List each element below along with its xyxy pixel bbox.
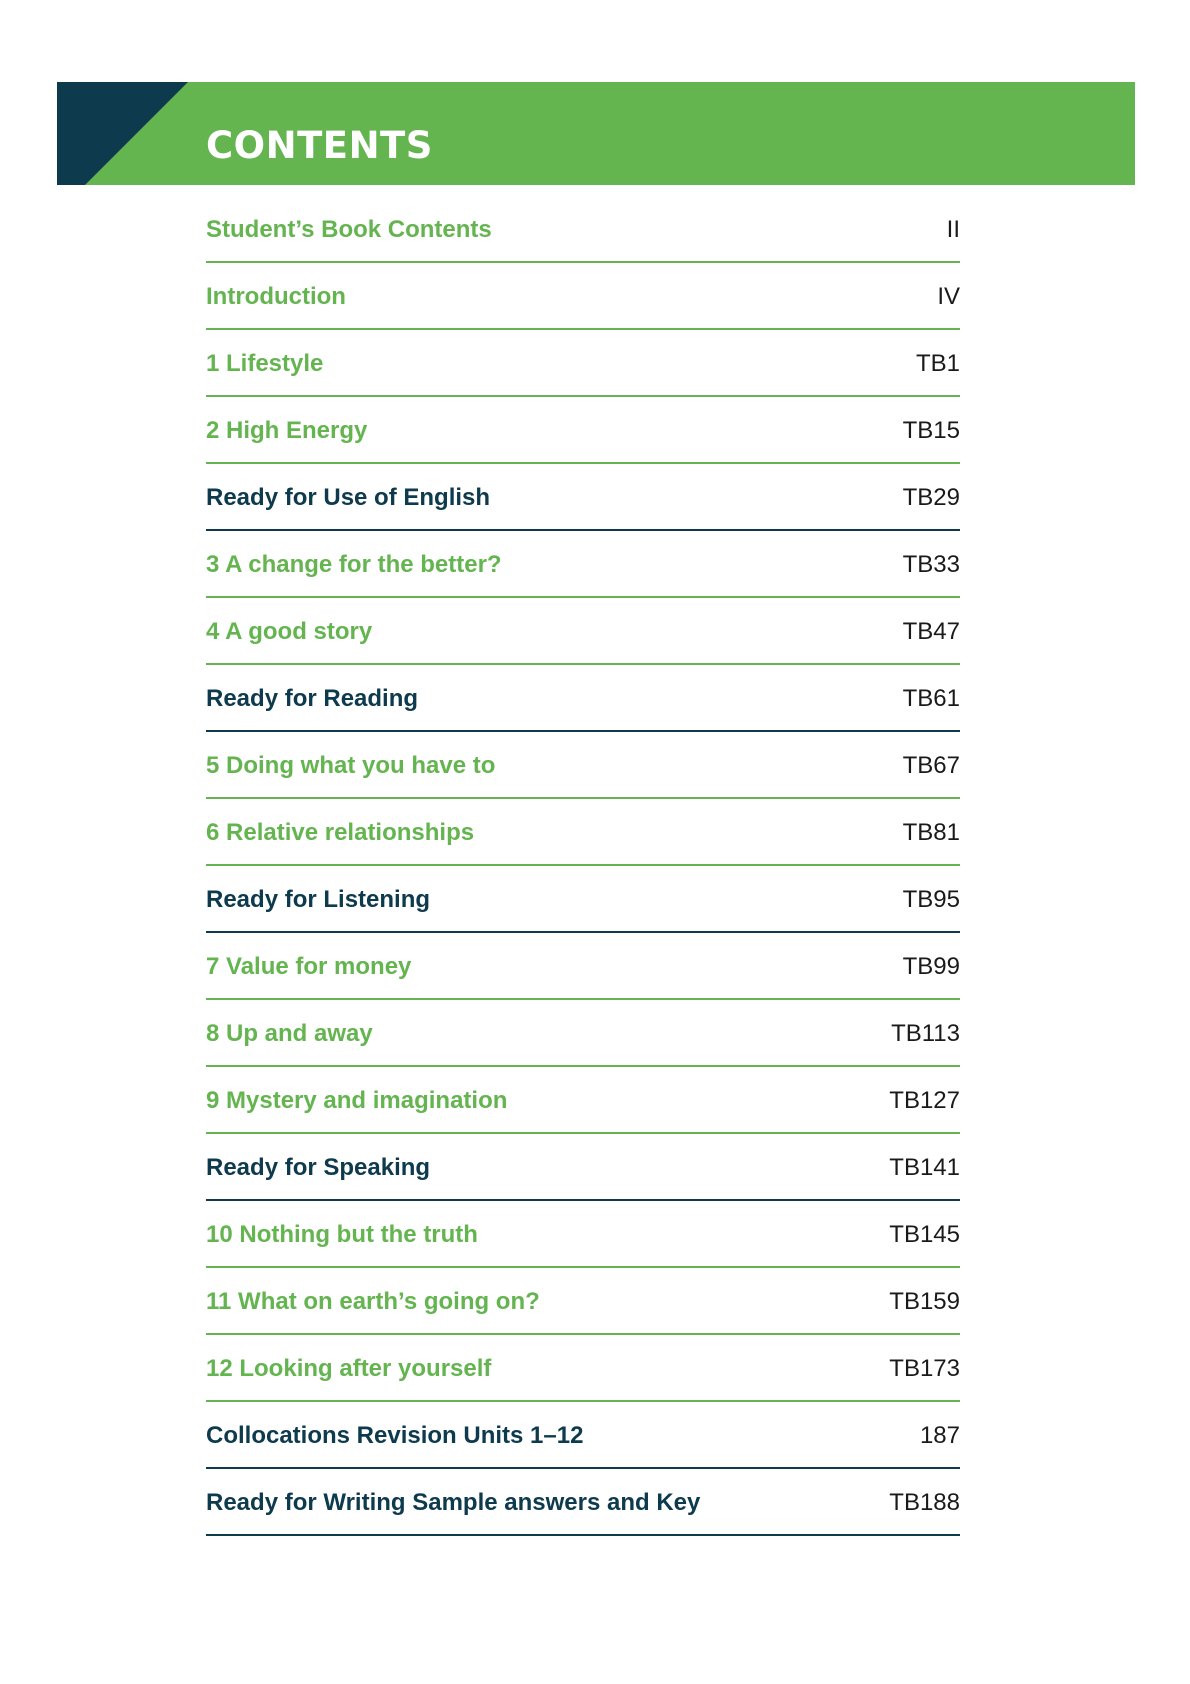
toc-entry-page-number: TB95 — [902, 886, 960, 913]
toc-entry[interactable] — [206, 464, 960, 531]
toc-entry-title: 12 Looking after yourself — [206, 1355, 492, 1382]
toc-entry[interactable] — [206, 1335, 960, 1402]
toc-entry-page-number: TB61 — [902, 685, 960, 712]
toc-entry-page-number: TB159 — [889, 1288, 960, 1315]
toc-entry-title: 9 Mystery and imagination — [206, 1087, 508, 1114]
toc-entry-page-number: TB173 — [889, 1355, 960, 1382]
toc-entry-page-number: TB145 — [889, 1221, 960, 1248]
toc-entry-title: Ready for Writing Sample answers and Key — [206, 1489, 701, 1516]
toc-entry-page-number: TB188 — [889, 1489, 960, 1516]
toc-entry[interactable] — [206, 598, 960, 665]
toc-entry-title: 1 Lifestyle — [206, 350, 324, 377]
toc-entry[interactable] — [206, 1268, 960, 1335]
toc-entry[interactable] — [206, 732, 960, 799]
toc-entry[interactable] — [206, 397, 960, 464]
page-title: CONTENTS — [206, 124, 433, 167]
toc-entry-page-number: TB15 — [902, 417, 960, 444]
toc-entry[interactable] — [206, 799, 960, 866]
toc-entry-page-number: TB47 — [902, 618, 960, 645]
toc-entry-page-number: TB33 — [902, 551, 960, 578]
toc-entry[interactable] — [206, 330, 960, 397]
toc-entry-page-number: TB1 — [915, 350, 960, 377]
toc-entry-page-number: 187 — [919, 1422, 960, 1449]
toc-entry-title: 4 A good story — [206, 618, 373, 645]
toc-entry-title: 11 What on earth’s going on? — [206, 1288, 540, 1315]
toc-entry[interactable] — [206, 1067, 960, 1134]
toc-entry[interactable] — [206, 1000, 960, 1067]
toc-entry-title: 8 Up and away — [206, 1020, 373, 1047]
toc-entry-page-number: II — [946, 216, 960, 243]
toc-entry-title: 3 A change for the better? — [206, 551, 502, 578]
toc-entry[interactable] — [206, 196, 960, 263]
toc-entry-title: Introduction — [206, 283, 346, 310]
toc-entry[interactable] — [206, 1469, 960, 1536]
toc-entry[interactable] — [206, 665, 960, 732]
toc-entry-title: 6 Relative relationships — [206, 819, 475, 846]
toc-entry-title: Student’s Book Contents — [206, 216, 492, 243]
toc-entry[interactable] — [206, 1134, 960, 1201]
toc-entry-page-number: TB29 — [902, 484, 960, 511]
toc-entry-title: 10 Nothing but the truth — [206, 1221, 478, 1248]
toc-entry-title: 5 Doing what you have to — [206, 752, 496, 779]
toc-entry[interactable] — [206, 933, 960, 1000]
toc-entry-title: 7 Value for money — [206, 953, 412, 980]
toc-entry[interactable] — [206, 866, 960, 933]
toc-entry-title: Ready for Listening — [206, 886, 431, 913]
toc-entry-page-number: TB113 — [891, 1020, 960, 1047]
toc-entry-title: Ready for Speaking — [206, 1154, 431, 1181]
corner-triangle-decoration — [57, 82, 188, 185]
toc-entry[interactable] — [206, 1201, 960, 1268]
toc-entry-title: Ready for Use of English — [206, 484, 491, 511]
toc-entry[interactable] — [206, 531, 960, 598]
table-of-contents — [206, 196, 960, 1536]
toc-entry-page-number: TB67 — [902, 752, 960, 779]
toc-entry-title: 2 High Energy — [206, 417, 368, 444]
toc-entry-title: Collocations Revision Units 1–12 — [206, 1422, 584, 1449]
toc-entry-page-number: IV — [937, 283, 960, 310]
toc-entry-page-number: TB81 — [902, 819, 960, 846]
toc-entry-page-number: TB141 — [889, 1154, 960, 1181]
toc-entry-title: Ready for Reading — [206, 685, 419, 712]
toc-entry[interactable] — [206, 1402, 960, 1469]
toc-entry[interactable] — [206, 263, 960, 330]
toc-entry-page-number: TB127 — [889, 1087, 960, 1114]
toc-entry-page-number: TB99 — [902, 953, 960, 980]
contents-header-banner — [57, 82, 1135, 185]
